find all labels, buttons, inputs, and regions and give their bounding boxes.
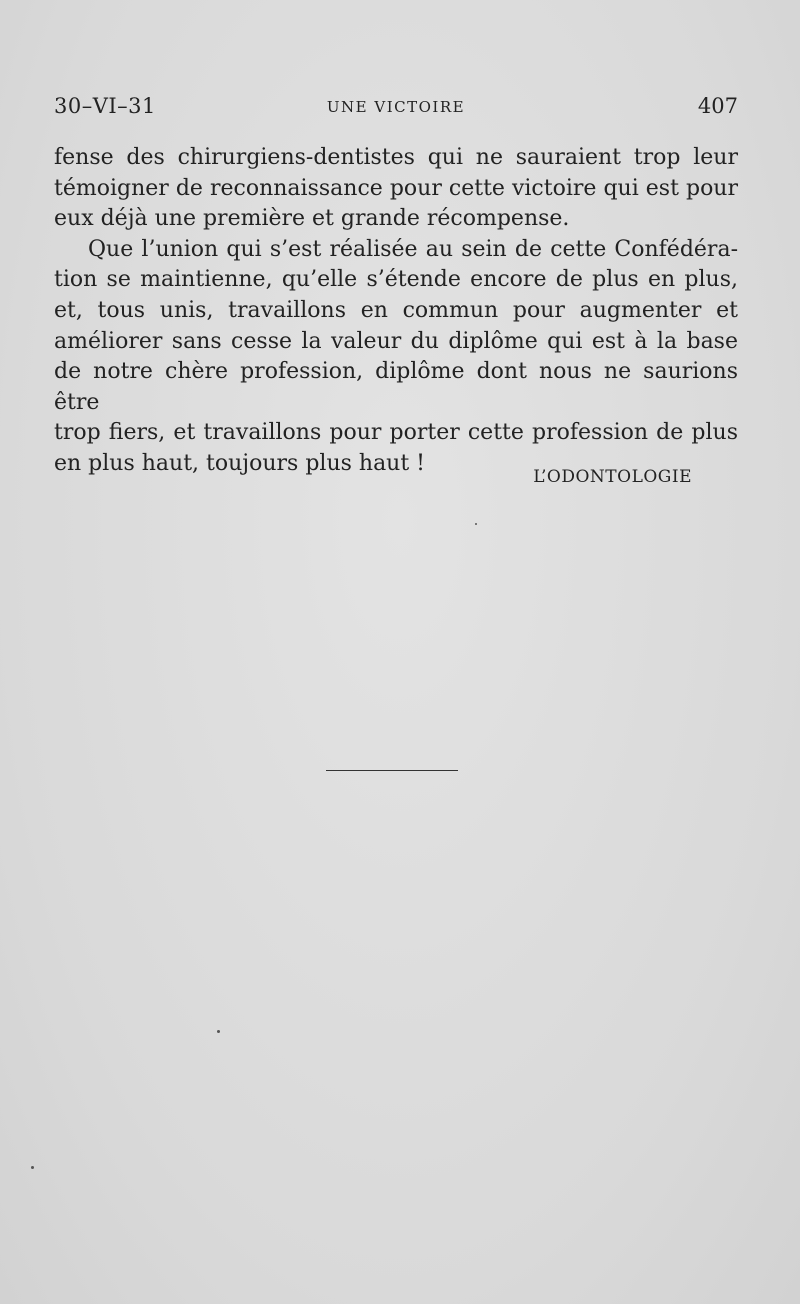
text-line: eux déjà une première et grande récompense. <box>54 206 570 232</box>
text-line: fense des chirurgiens-dentistes qui ne sauraient trop leur <box>54 145 738 170</box>
running-head-date: 30–VI–31 <box>54 94 156 118</box>
body-text <box>54 143 738 480</box>
text-line: en plus haut, toujours plus haut ! <box>54 450 426 476</box>
print-speck <box>217 1030 220 1033</box>
section-divider <box>326 770 458 771</box>
text-line: témoigner de reconnaissance pour cette victoire qui est pour <box>54 175 738 201</box>
signature: L’ODONTOLOGIE <box>533 467 692 487</box>
text-line: Que l’union qui s’est réalisée au sein de cette Confédéra- <box>88 236 738 262</box>
text-line: tion se maintienne, qu’elle s’étende encore de plus en plus, <box>54 267 738 293</box>
running-head <box>54 94 738 122</box>
text-line: améliorer sans cesse la valeur du diplôme qui est à la base <box>54 328 738 354</box>
running-head-title: UNE VICTOIRE <box>326 98 466 116</box>
print-speck <box>475 523 477 525</box>
text-line: et, tous unis, travaillons en commun pour augmenter et <box>54 297 738 323</box>
text-line: de notre chère profession, diplôme dont nous ne saurions être <box>54 359 738 415</box>
text-line: trop fiers, et travaillons pour porter cette profession de plus <box>54 420 738 446</box>
page-number: 407 <box>697 94 738 118</box>
print-speck <box>31 1166 34 1169</box>
